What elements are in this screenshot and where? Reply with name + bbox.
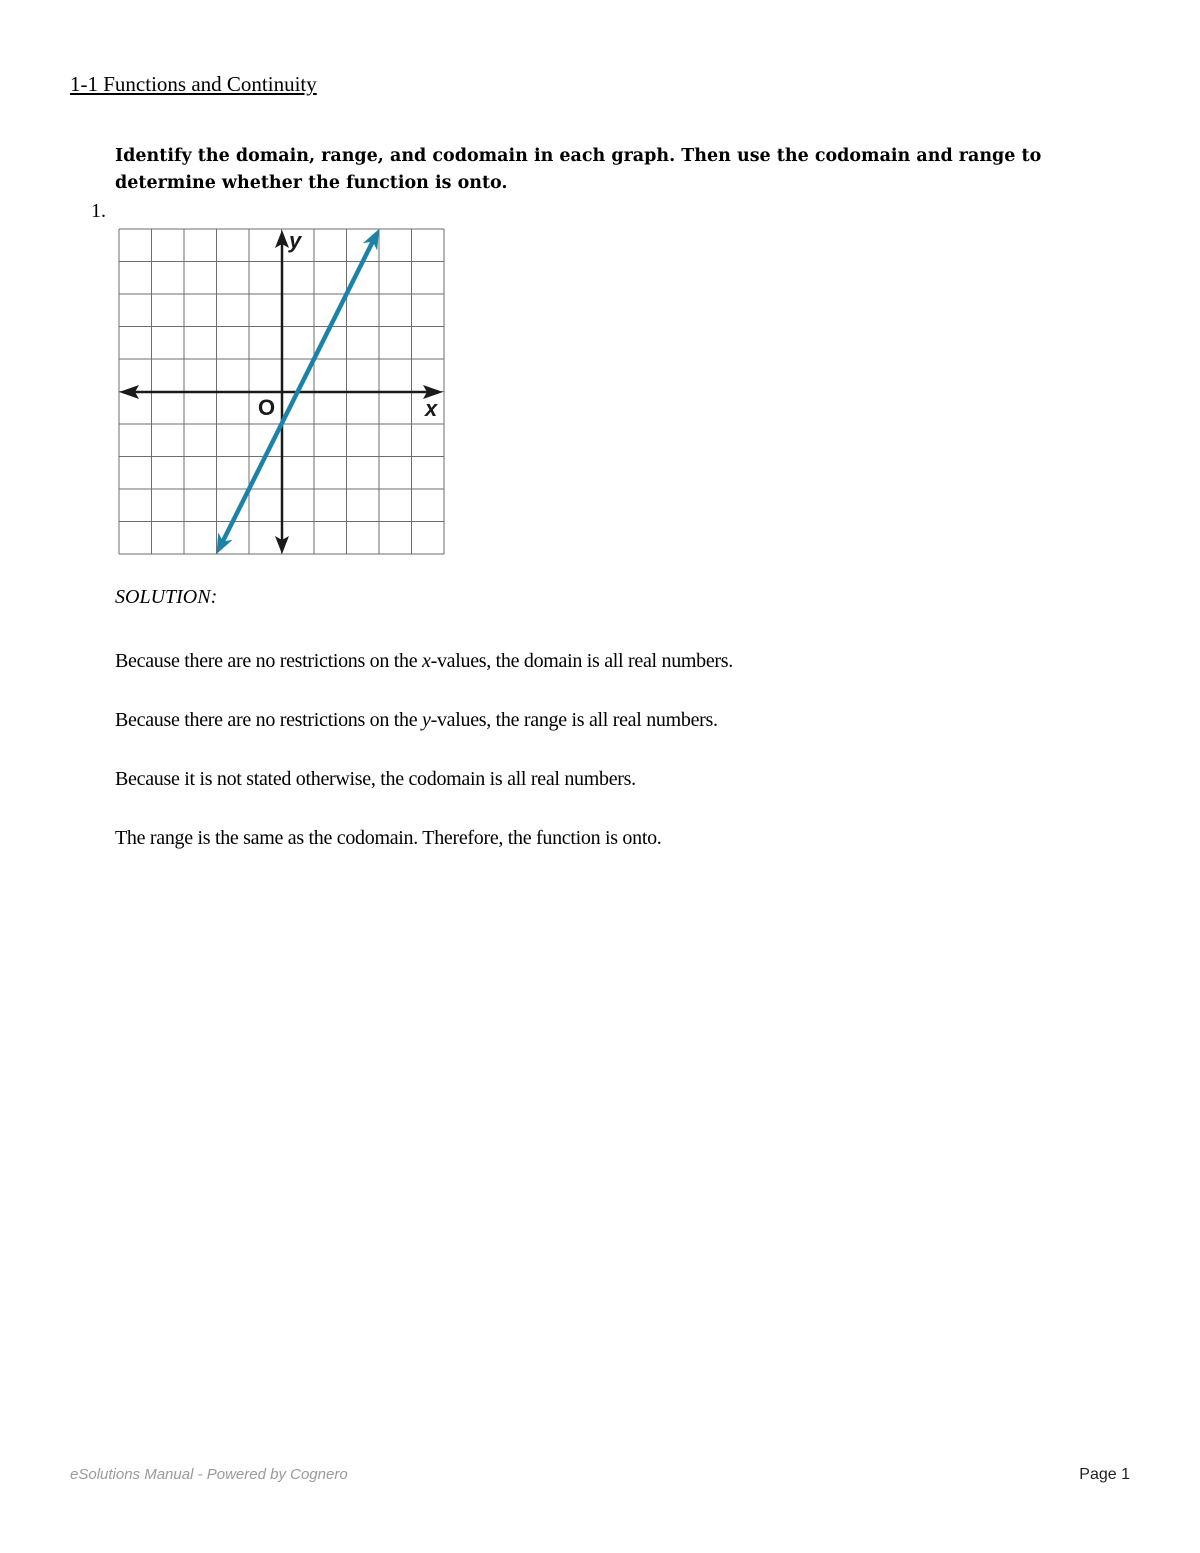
x-variable: x bbox=[422, 650, 431, 672]
coordinate-graph bbox=[117, 226, 447, 558]
problem-number: 1. bbox=[91, 200, 106, 222]
section-title: 1-1 Functions and Continuity bbox=[70, 72, 317, 96]
solution-conclusion: The range is the same as the codomain. Therefore, the function is onto. bbox=[115, 827, 662, 849]
y-axis-label: y bbox=[289, 228, 302, 253]
solution-codomain: Because it is not stated otherwise, the codomain is all real numbers. bbox=[115, 768, 636, 790]
solution-domain bbox=[115, 650, 733, 673]
solution-range-text-start: Because there are no restrictions on the bbox=[115, 709, 423, 731]
solution-range bbox=[115, 709, 718, 732]
instructions: Identify the domain, range, and codomain in each graph. Then use the codomain and range to determine whether the function is onto. bbox=[115, 146, 1042, 193]
y-variable: y bbox=[422, 709, 431, 731]
solution-domain-text-end: -values, the domain is all real numbers. bbox=[430, 650, 733, 672]
x-axis-label: x bbox=[425, 396, 438, 421]
footer-source: eSolutions Manual - Powered by Cognero bbox=[70, 1466, 348, 1483]
solution-domain-text-start: Because there are no restrictions on the bbox=[115, 650, 423, 672]
origin-label: O bbox=[258, 395, 276, 420]
page-number: Page 1 bbox=[1079, 1466, 1130, 1483]
solution-range-text-end: -values, the range is all real numbers. bbox=[430, 709, 718, 731]
solution-label: SOLUTION: bbox=[115, 586, 218, 608]
